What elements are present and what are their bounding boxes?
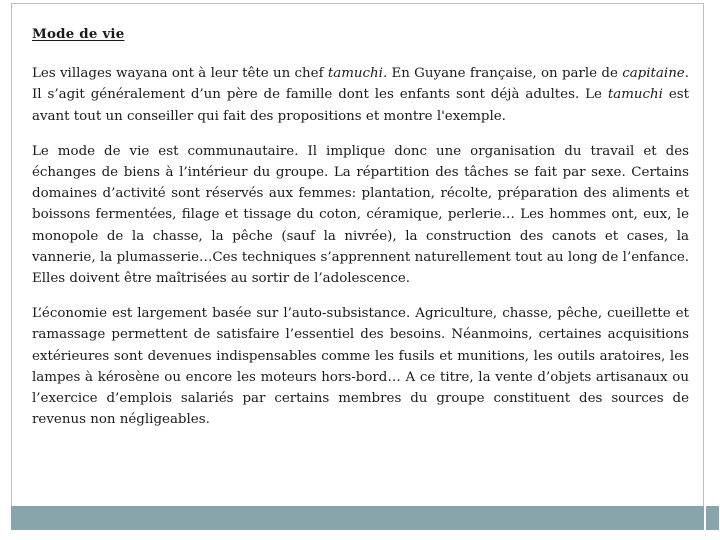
italic-term: tamuchi — [327, 66, 383, 82]
slide-content — [32, 24, 689, 444]
footer-separator — [704, 506, 706, 530]
section-heading: Mode de vie — [32, 26, 125, 42]
text-run: . Il s’agit généralement d’un père de famille dont les enfants sont déjà adultes. Le — [32, 66, 690, 103]
text-run: est avant tout un conseiller qui fait des propositions et montre l'exemple. — [32, 87, 689, 124]
paragraph-list — [32, 63, 689, 430]
body-paragraph — [32, 303, 689, 430]
text-run: Les villages wayana ont à leur tête un chef — [32, 66, 328, 82]
italic-term: tamuchi — [607, 87, 663, 103]
body-paragraph — [32, 141, 689, 289]
body-paragraph — [32, 63, 689, 127]
text-run: L’économie est largement basée sur l’auto-subsistance. Agriculture, chasse, pêche, cueillette et ramassage permettent de satisfaire l’essentiel des besoins. Néanmoins, certaines acquisitions extérieures sont devenues indispensables comme les fusils et munitions, les outils aratoires, les lampes à kérosène ou encore les moteurs hors-bord… A ce titre, la vente d’objets artisanaux ou l’exercice d’emplois salariés par certains membres du groupe constituent des sources de revenus non négligeables. — [32, 306, 689, 428]
footer-bar — [11, 506, 719, 530]
italic-term: capitaine — [622, 66, 685, 82]
text-run: Le mode de vie est communautaire. Il implique donc une organisation du travail et des échanges de biens à l’intérieur du groupe. La répartition des tâches se fait par sexe. Certains domaines d’activité sont réservés aux femmes: plantation, récolte, préparation des aliments et boissons fermentées, filage et tissage du coton, céramique, perlerie… Les hommes ont, eux, le monopole de la chasse, la pêche (sauf la nivrée), la construction des canots et cases, la vannerie, la plumasserie…Ces techniques s’apprennent naturellement tout au long de l’enfance. Elles doivent être maîtrisées au sortir de l’adolescence. — [32, 143, 689, 287]
text-run: . En Guyane française, on parle de — [382, 66, 623, 82]
